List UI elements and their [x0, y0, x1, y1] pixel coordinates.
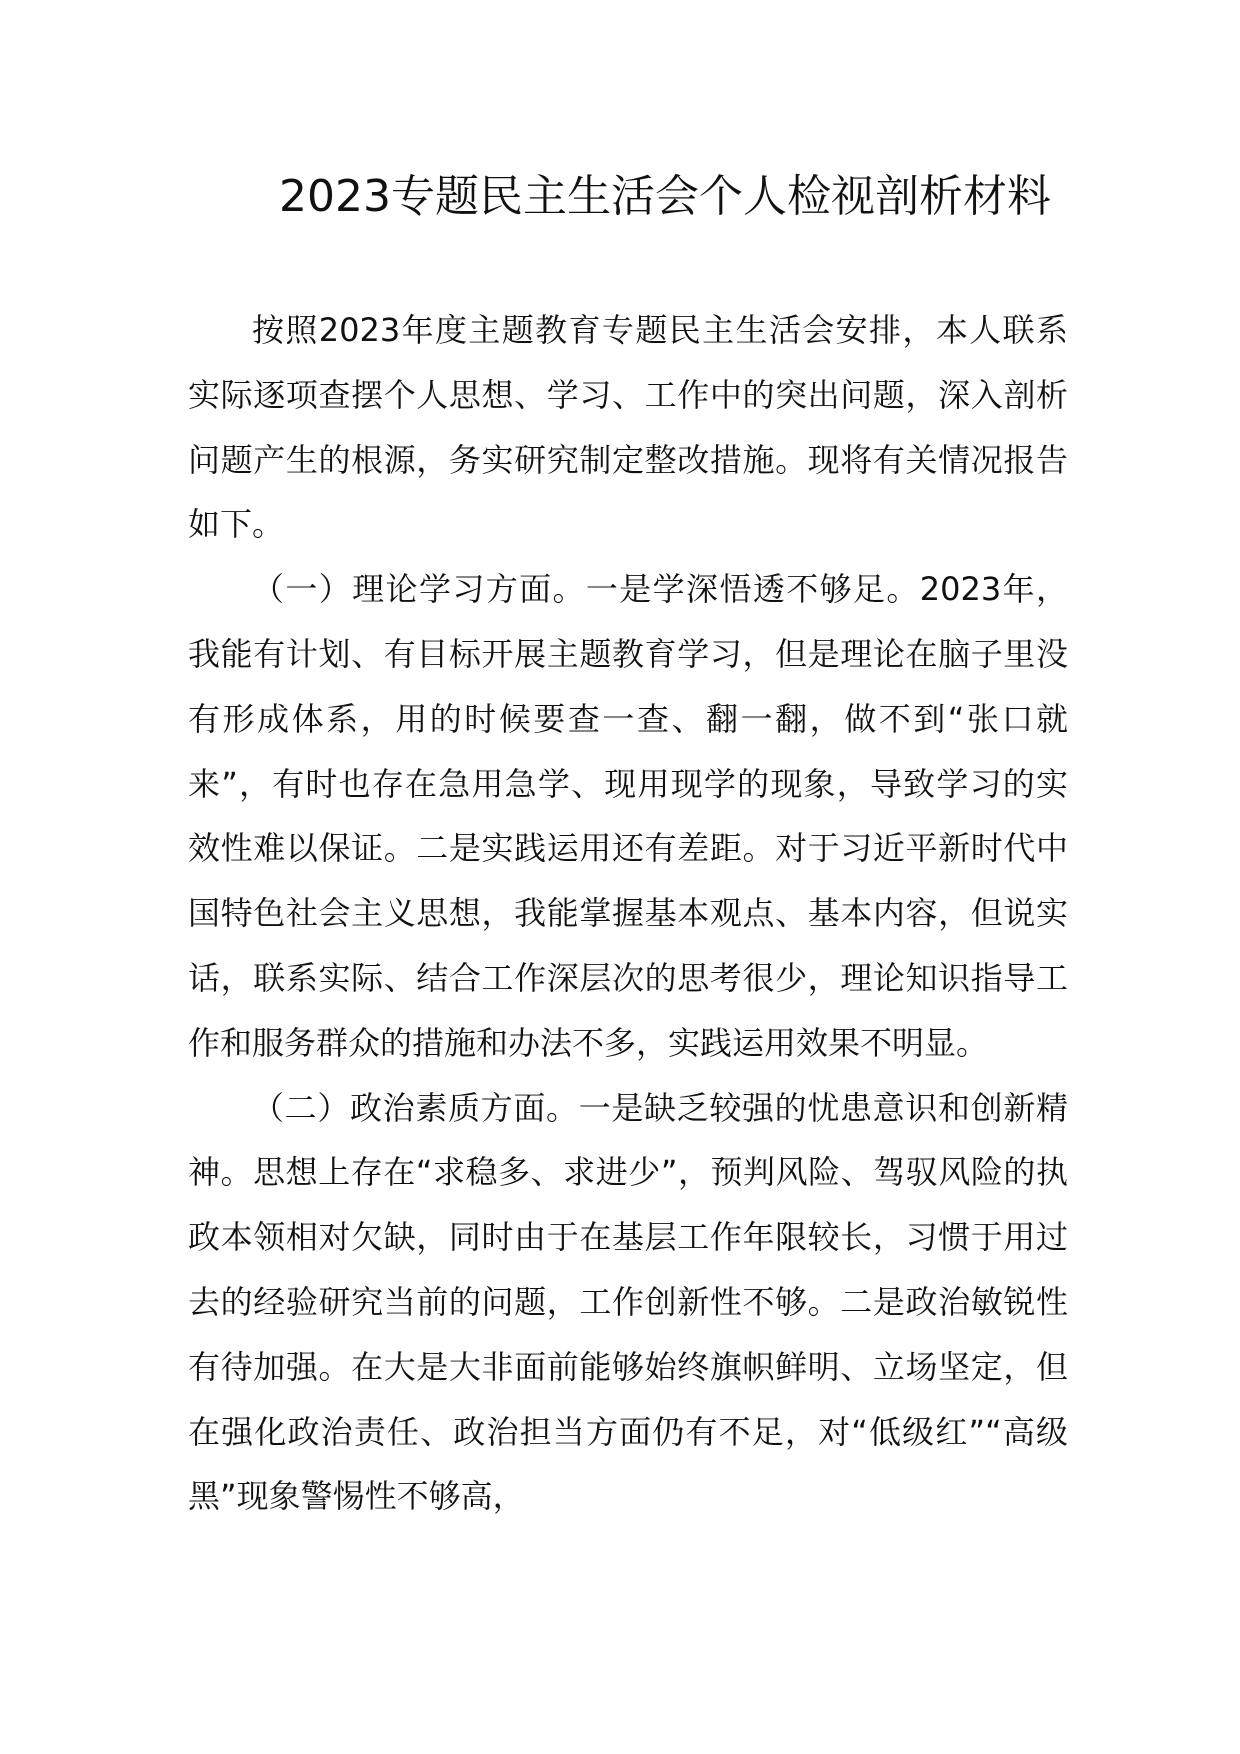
document-body [188, 298, 1068, 1529]
paragraph-political-quality: （二）政治素质方面。一是缺乏较强的忧患意识和创新精神。思想上存在“求稳多、求进少”，预判风险、驾驭风险的执政本领相对欠缺，同时由于在基层工作年限较长，习惯于用过去的经验研究当前的问题，工作创新性不够。二是政治敏锐性有待加强。在大是大非面前能够始终旗帜鲜明、立场坚定，但在强化政治责任、政治担当方面仍有不足，对“低级红”“高级黑”现象警惕性不够高， [188, 1088, 1068, 1516]
document-title: 2023专题民主生活会个人检视剖析材料 [279, 171, 1051, 222]
paragraph-theory-study: （一）理论学习方面。一是学深悟透不够足。2023年，我能有计划、有目标开展主题教育学习，但是理论在脑子里没有形成体系，用的时候要查一查、翻一翻，做不到“张口就来”，有时也存在急用急学、现用现学的现象，导致学习的实效性难以保证。二是实践运用还有差距。对于习近平新时代中国特色社会主义思想，我能掌握基本观点、基本内容，但说实话，联系实际、结合工作深层次的思考很少，理论知识指导工作和服务群众的措施和办法不多，实践运用效果不明显。 [188, 570, 1068, 1062]
paragraph-intro: 按照2023年度主题教育专题民主生活会安排，本人联系实际逐项查摆个人思想、学习、工作中的突出问题，深入剖析问题产生的根源，务实研究制定整改措施。现将有关情况报告如下。 [188, 311, 1068, 544]
